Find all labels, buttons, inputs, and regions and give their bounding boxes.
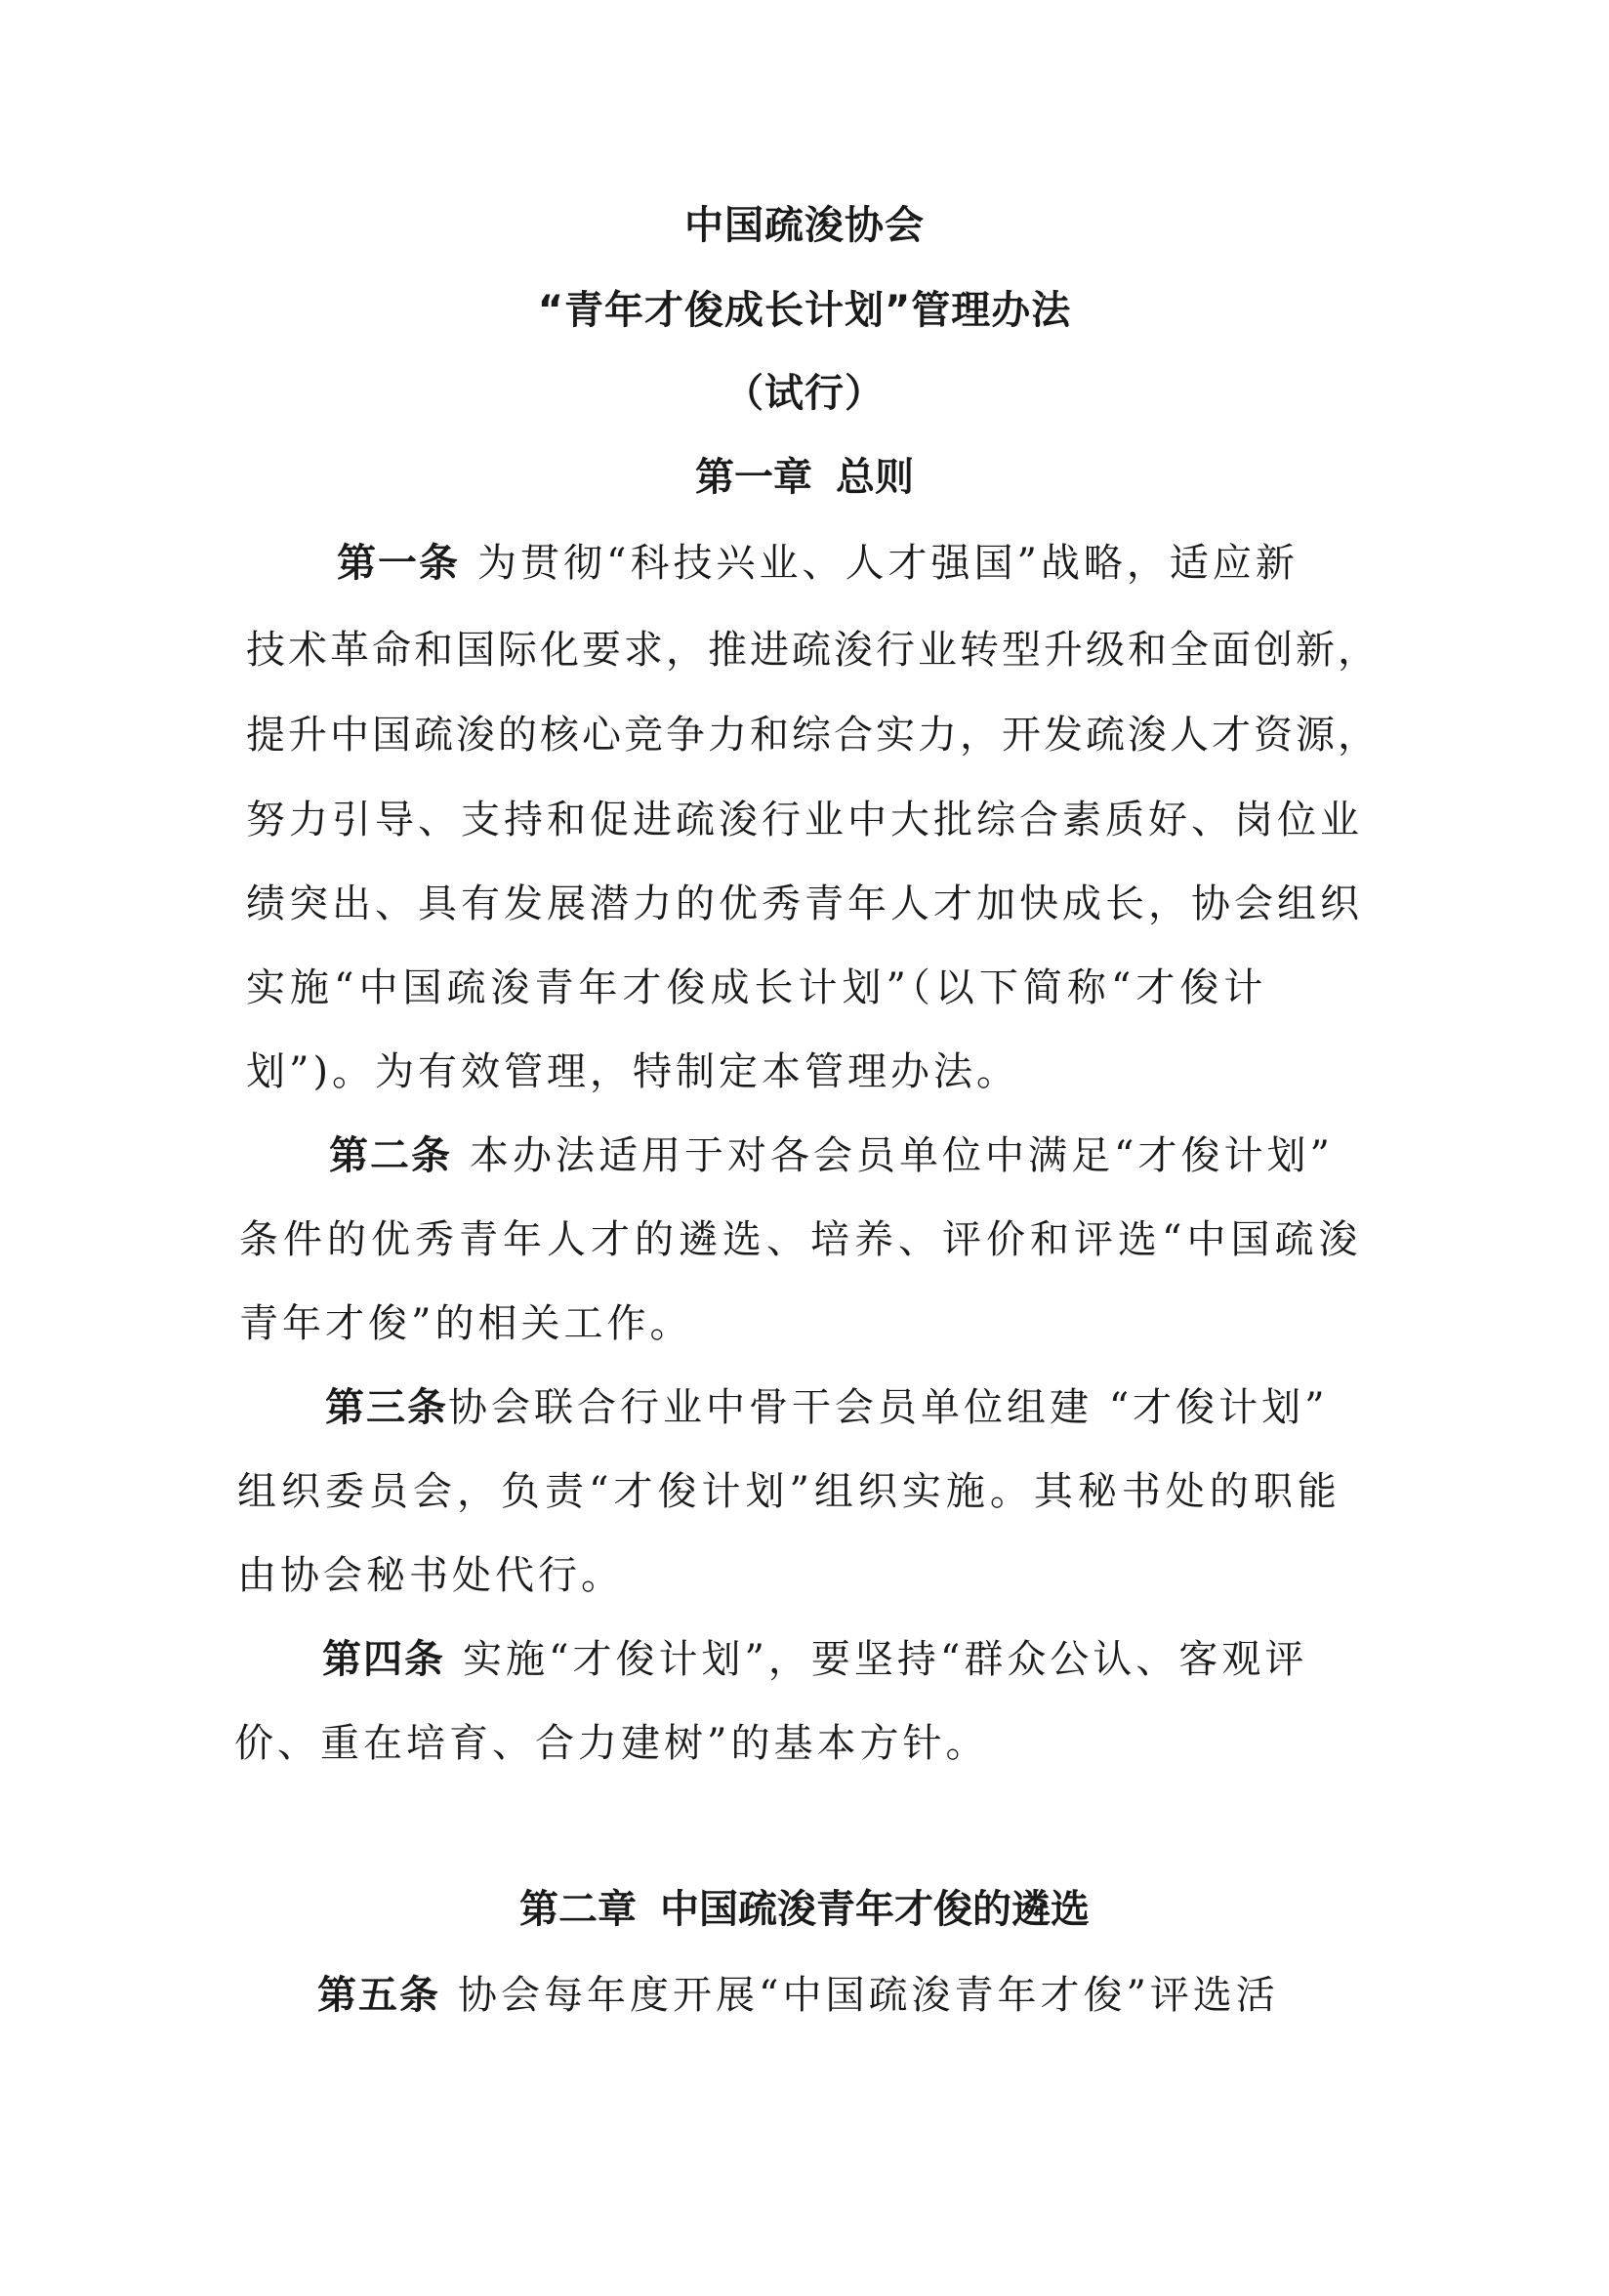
chapter1-name: 总则: [836, 455, 914, 500]
chapter1-number: 第一章: [695, 455, 812, 500]
chapter1-heading: [0, 455, 1609, 500]
article3-line-3: 由协会秘书处代行。: [237, 1553, 624, 1598]
article1-line-1: [337, 541, 1299, 586]
doc-title-main: “青年才俊成长计划”管理办法: [537, 288, 1072, 333]
article1-text-1: 为贯彻“科技兴业、人才强国”战略，适应新: [477, 541, 1299, 586]
article1-line-2: 技术革命和国际化要求，推进疏浚行业转型升级和全面创新，: [246, 628, 1380, 673]
article5-line-1: [317, 1973, 1279, 2018]
article2-text-1: 本办法适用于对各会员单位中满足“才俊计划”: [470, 1133, 1334, 1178]
article1-line-3: 提升中国疏浚的核心竞争力和综合实力，开发疏浚人才资源，: [246, 713, 1380, 758]
article3-label: 第三条: [325, 1385, 448, 1430]
article1-line-4: 努力引导、支持和促进疏浚行业中大批综合素质好、岗位业: [246, 798, 1363, 842]
article1-line-6: 实施“中国疏浚青年才俊成长计划”（以下简称“才俊计: [246, 965, 1268, 1010]
article4-text-1: 实施“才俊计划”，要坚持“群众公认、客观评: [463, 1637, 1308, 1682]
article2-line-3: 青年才俊”的相关工作。: [239, 1301, 693, 1346]
chapter2-name: 中国疏浚青年才俊的遴选: [660, 1887, 1090, 1932]
article2-line-1: [329, 1133, 1334, 1178]
article3-text-1: 协会联合行业中骨干会员单位组建 “才俊计划”: [448, 1385, 1329, 1430]
article4-label: 第四条: [322, 1637, 445, 1682]
article5-text-1: 协会每年度开展“中国疏浚青年才俊”评选活: [458, 1973, 1279, 2018]
doc-title-org: 中国疏浚协会: [684, 203, 925, 248]
article3-line-1: [325, 1385, 1329, 1430]
chapter2-heading: [0, 1887, 1609, 1932]
article1-line-5: 绩突出、具有发展潜力的优秀青年人才加快成长，协会组织: [246, 882, 1363, 926]
article1-label: 第一条: [337, 541, 460, 586]
article4-line-1: [322, 1637, 1308, 1682]
article1-line-7: 划”)。为有效管理，特制定本管理办法。: [246, 1049, 1020, 1094]
article2-label: 第二条: [329, 1133, 452, 1178]
doc-title-trial: （试行）: [724, 371, 885, 416]
article4-line-2: 价、重在培育、合力建树”的基本方针。: [234, 1721, 989, 1766]
chapter2-number: 第二章: [519, 1887, 637, 1932]
article2-line-2: 条件的优秀青年人才的遴选、培养、评价和评选“中国疏浚: [239, 1217, 1363, 1262]
article3-line-2: 组织委员会，负责“才俊计划”组织实施。其秘书处的职能: [237, 1469, 1341, 1514]
article5-label: 第五条: [317, 1973, 440, 2018]
